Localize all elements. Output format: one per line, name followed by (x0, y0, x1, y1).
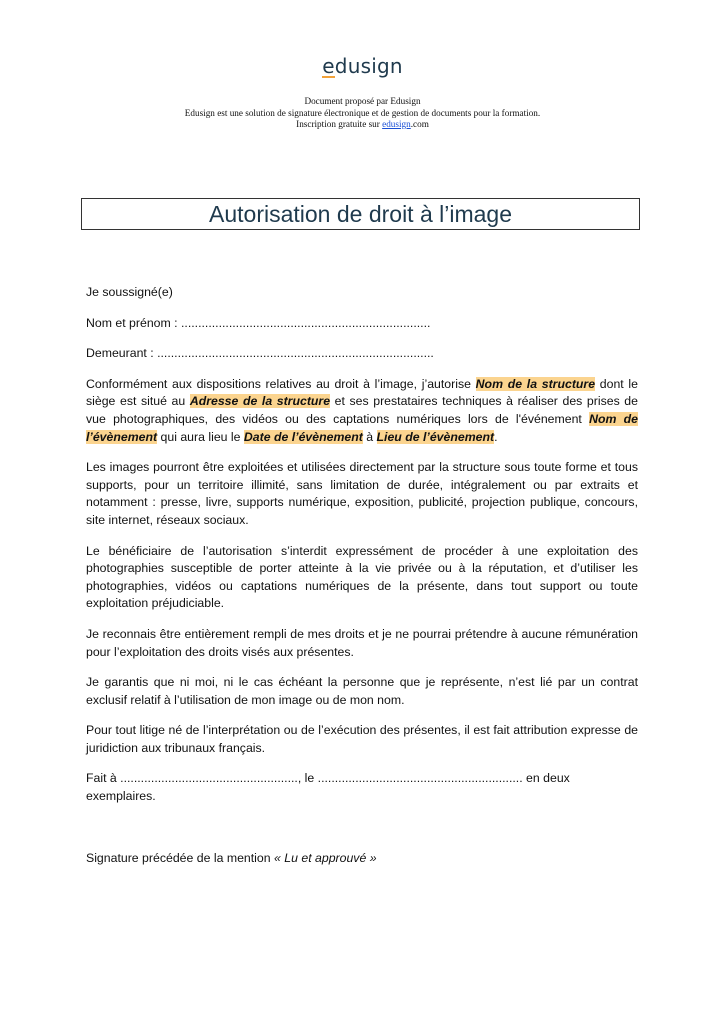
credit-line-1: Document proposé par Edusign (304, 96, 421, 106)
credit-line-2: Edusign est une solution de signature électronique et de gestion de documents pour la formation. (184, 107, 541, 118)
paragraph-soussigne: Je soussigné(e) (86, 285, 173, 299)
logo-rest: dusign (334, 54, 403, 78)
paragraph-text: et ses prestataires techniques à réaliser des prises de vue photographiques, des vidéos ou des captations numériques lors de l'événement (86, 394, 638, 426)
placeholder-date-evenement: Date de l’évènement (243, 429, 363, 444)
paragraph-usage: Les images pourront être exploitées et utilisées directement par la structure sous toute forme et tous supports, pour un territoire illimité, sans limitation de durée, intégralement ou par extraits et notamment : presse, livre, supports numérique, exposition, publicité, projection publique, concours, site internet, réseaux sociaux. (86, 460, 638, 527)
document-body (86, 284, 638, 867)
paragraph-jurisdiction: Pour tout litige né de l’interprétation ou de l’exécution des présentes, il est fait attribution expresse de juridiction aux tribunaux français. (86, 723, 638, 755)
signature-lu-approuve: « Lu et approuvé » (274, 850, 377, 865)
header-credits (0, 96, 725, 131)
placeholder-nom-structure: Nom de la structure (475, 376, 596, 391)
field-demeurant: Demeurant : ................................................................................. (86, 346, 434, 361)
signature-mention (86, 850, 638, 868)
document-title-box (81, 198, 640, 230)
paragraph-restrictions: Le bénéficiaire de l’autorisation s’interdit expressément de procéder à une exploitation des photographies susceptible de porter atteinte à la vie privée ou à la réputation, et d’utiliser les photographies, vidéos ou captations numériques de la présente, dans tout support ou toute exploitation préjudiciable. (86, 543, 638, 611)
field-fait-a: Fait à ...................................................., le ............................................................ en deux exemplaires. (86, 771, 570, 804)
placeholder-adresse-structure: Adresse de la structure (189, 394, 331, 409)
paragraph-text: à (362, 429, 377, 444)
paragraph-remuneration: Je reconnais être entièrement rempli de mes droits et je ne pourrai prétendre à aucune rémunération pour l’exploitation des droits visés aux présentes. (86, 626, 638, 659)
placeholder-lieu-evenement: Lieu de l’évènement (376, 429, 495, 444)
credit-line-3-suffix: .com (410, 119, 429, 129)
paragraph-text: qui aura lieu le (157, 429, 244, 444)
paragraph-text: Conformément aux dispositions relatives au droit à l’image, j’autorise (86, 376, 476, 391)
paragraph-text: dont le siège est situé au (86, 376, 639, 409)
edusign-logo (0, 54, 725, 78)
edusign-link[interactable]: edusign (382, 119, 411, 129)
credit-line-3-prefix: Inscription gratuite sur (296, 119, 383, 129)
placeholder-nom-evenement: Nom de l’évènement (86, 411, 639, 444)
credit-line-3 (0, 119, 725, 131)
field-nom-prenom: Nom et prénom : ......................................................................... (86, 315, 431, 330)
document-title: Autorisation de droit à l’image (209, 201, 512, 227)
paragraph-text: . (494, 429, 498, 444)
logo-first-letter: e (322, 54, 335, 78)
signature-prefix: Signature précédée de la mention (86, 850, 274, 865)
paragraph-authorization (86, 376, 638, 446)
paragraph-guarantee: Je garantis que ni moi, ni le cas échéant la personne que je représente, n’est lié par un contrat exclusif relatif à l’utilisation de mon image ou de mon nom. (86, 675, 638, 707)
